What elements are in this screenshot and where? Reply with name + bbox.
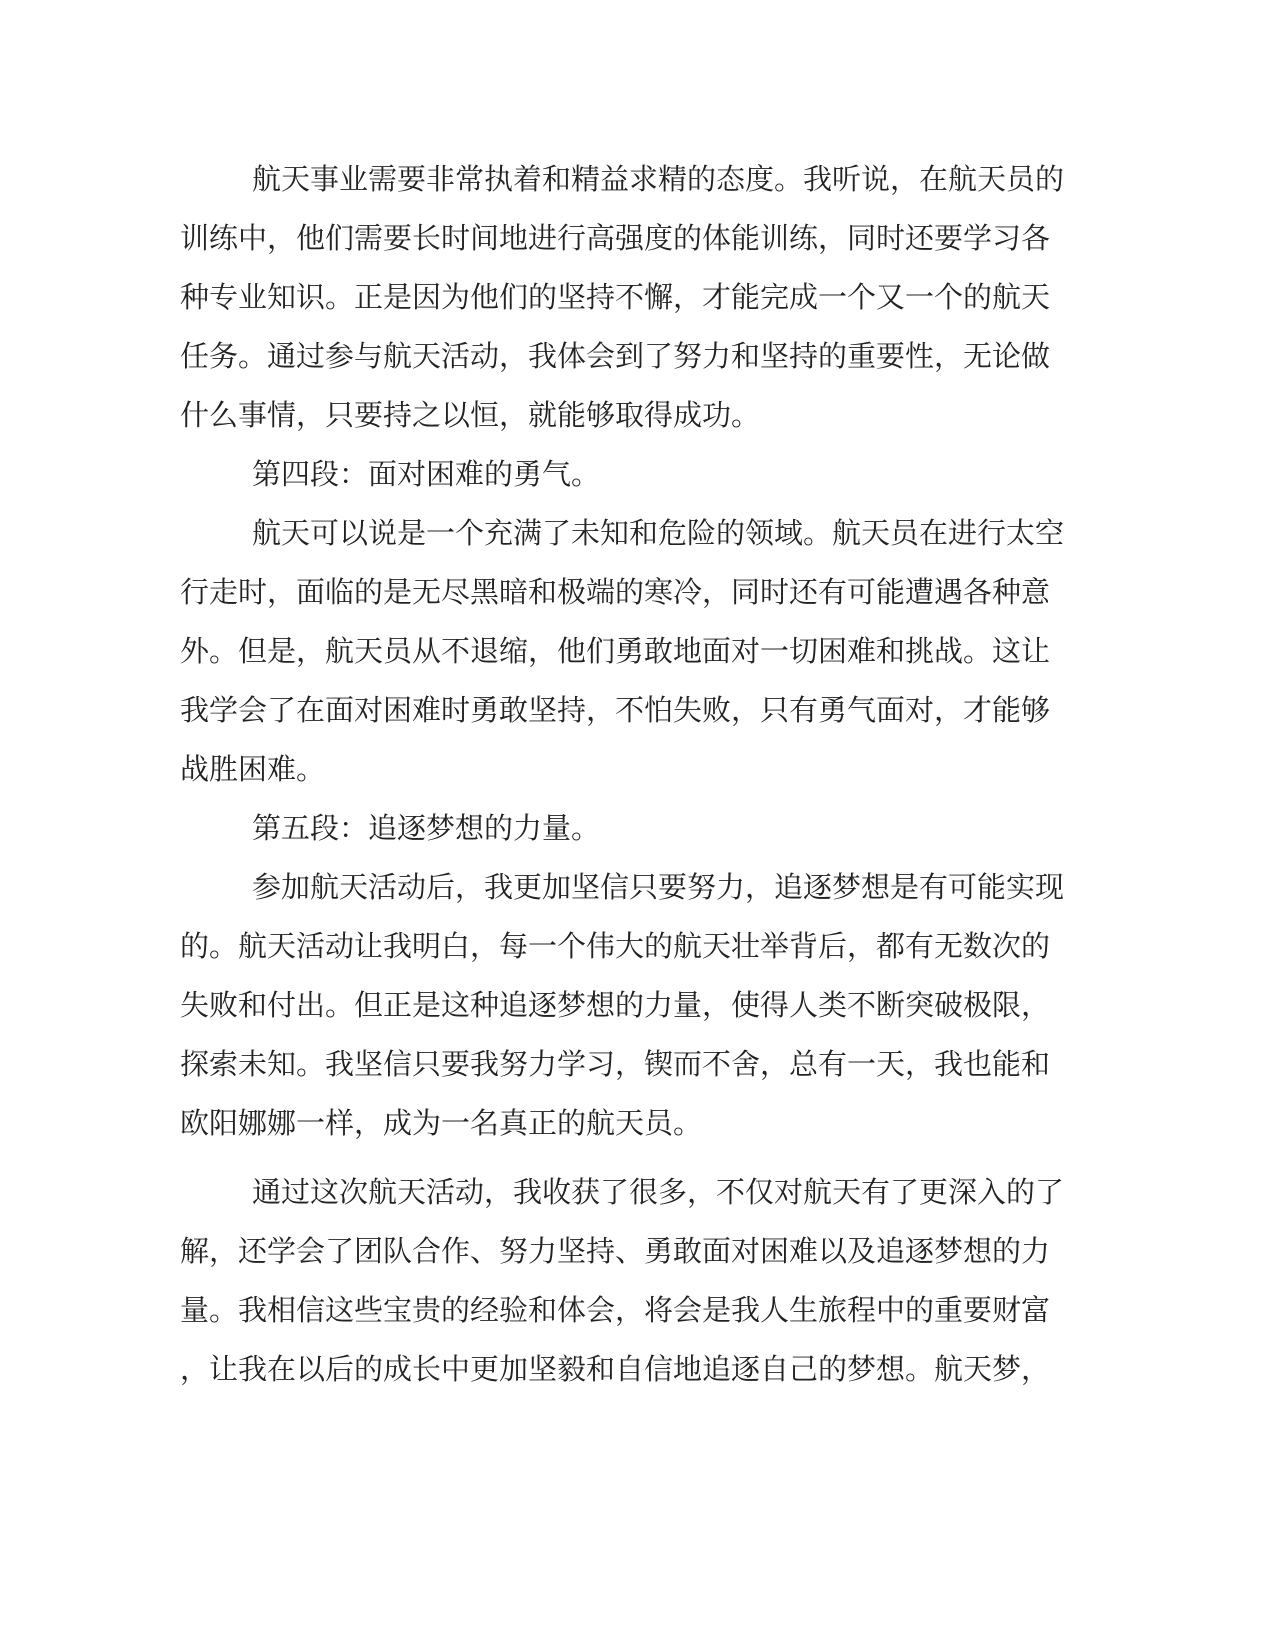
section-heading-4: 第四段：面对困难的勇气。 — [252, 457, 601, 491]
paragraph-dreams — [180, 858, 1065, 1153]
paragraph-line: 欧阳娜娜一样，成为一名真正的航天员。 — [180, 1106, 703, 1140]
paragraph-line: 训练中，他们需要长时间地进行高强度的体能训练，同时还要学习各 — [180, 221, 1051, 255]
document-body — [180, 150, 1065, 1399]
paragraph-line: 战胜困难。 — [180, 752, 326, 786]
paragraph-line: 我学会了在面对困难时勇敢坚持，不怕失败，只有勇气面对，才能够 — [180, 693, 1051, 727]
paragraph-line: 什么事情，只要持之以恒，就能够取得成功。 — [180, 398, 761, 432]
paragraph-line: 种专业知识。正是因为他们的坚持不懈，才能完成一个又一个的航天 — [180, 280, 1051, 314]
paragraph-line: 航天事业需要非常执着和精益求精的态度。我听说，在航天员的 — [252, 162, 1065, 196]
paragraph-courage — [180, 504, 1065, 799]
paragraph-line: 的。航天活动让我明白，每一个伟大的航天壮举背后，都有无数次的 — [180, 929, 1051, 963]
paragraph-line: 航天可以说是一个充满了未知和危险的领域。航天员在进行太空 — [252, 516, 1065, 550]
paragraph-line: 通过这次航天活动，我收获了很多，不仅对航天有了更深入的了 — [252, 1175, 1065, 1209]
paragraph-line: 量。我相信这些宝贵的经验和体会，将会是我人生旅程中的重要财富 — [180, 1293, 1051, 1327]
paragraph-conclusion — [180, 1163, 1065, 1399]
paragraph-line: 探索未知。我坚信只要我努力学习，锲而不舍，总有一天，我也能和 — [180, 1047, 1051, 1081]
paragraph-line: 失败和付出。但正是这种追逐梦想的力量，使得人类不断突破极限， — [180, 988, 1051, 1022]
section-heading-5: 第五段：追逐梦想的力量。 — [252, 811, 601, 845]
paragraph-spacer — [180, 1153, 1040, 1163]
paragraph-line: 外。但是，航天员从不退缩，他们勇敢地面对一切困难和挑战。这让 — [180, 634, 1051, 668]
paragraph-line: 任务。通过参与航天活动，我体会到了努力和坚持的重要性，无论做 — [180, 339, 1051, 373]
paragraph-line: 参加航天活动后，我更加坚信只要努力，追逐梦想是有可能实现 — [252, 870, 1065, 904]
paragraph-persistence — [180, 150, 1065, 445]
paragraph-line: 行走时，面临的是无尽黑暗和极端的寒冷，同时还有可能遭遇各种意 — [180, 575, 1051, 609]
paragraph-line: 解，还学会了团队合作、努力坚持、勇敢面对困难以及追逐梦想的力 — [180, 1234, 1051, 1268]
paragraph-line: ，让我在以后的成长中更加坚毅和自信地追逐自己的梦想。航天梦， — [180, 1352, 1051, 1386]
